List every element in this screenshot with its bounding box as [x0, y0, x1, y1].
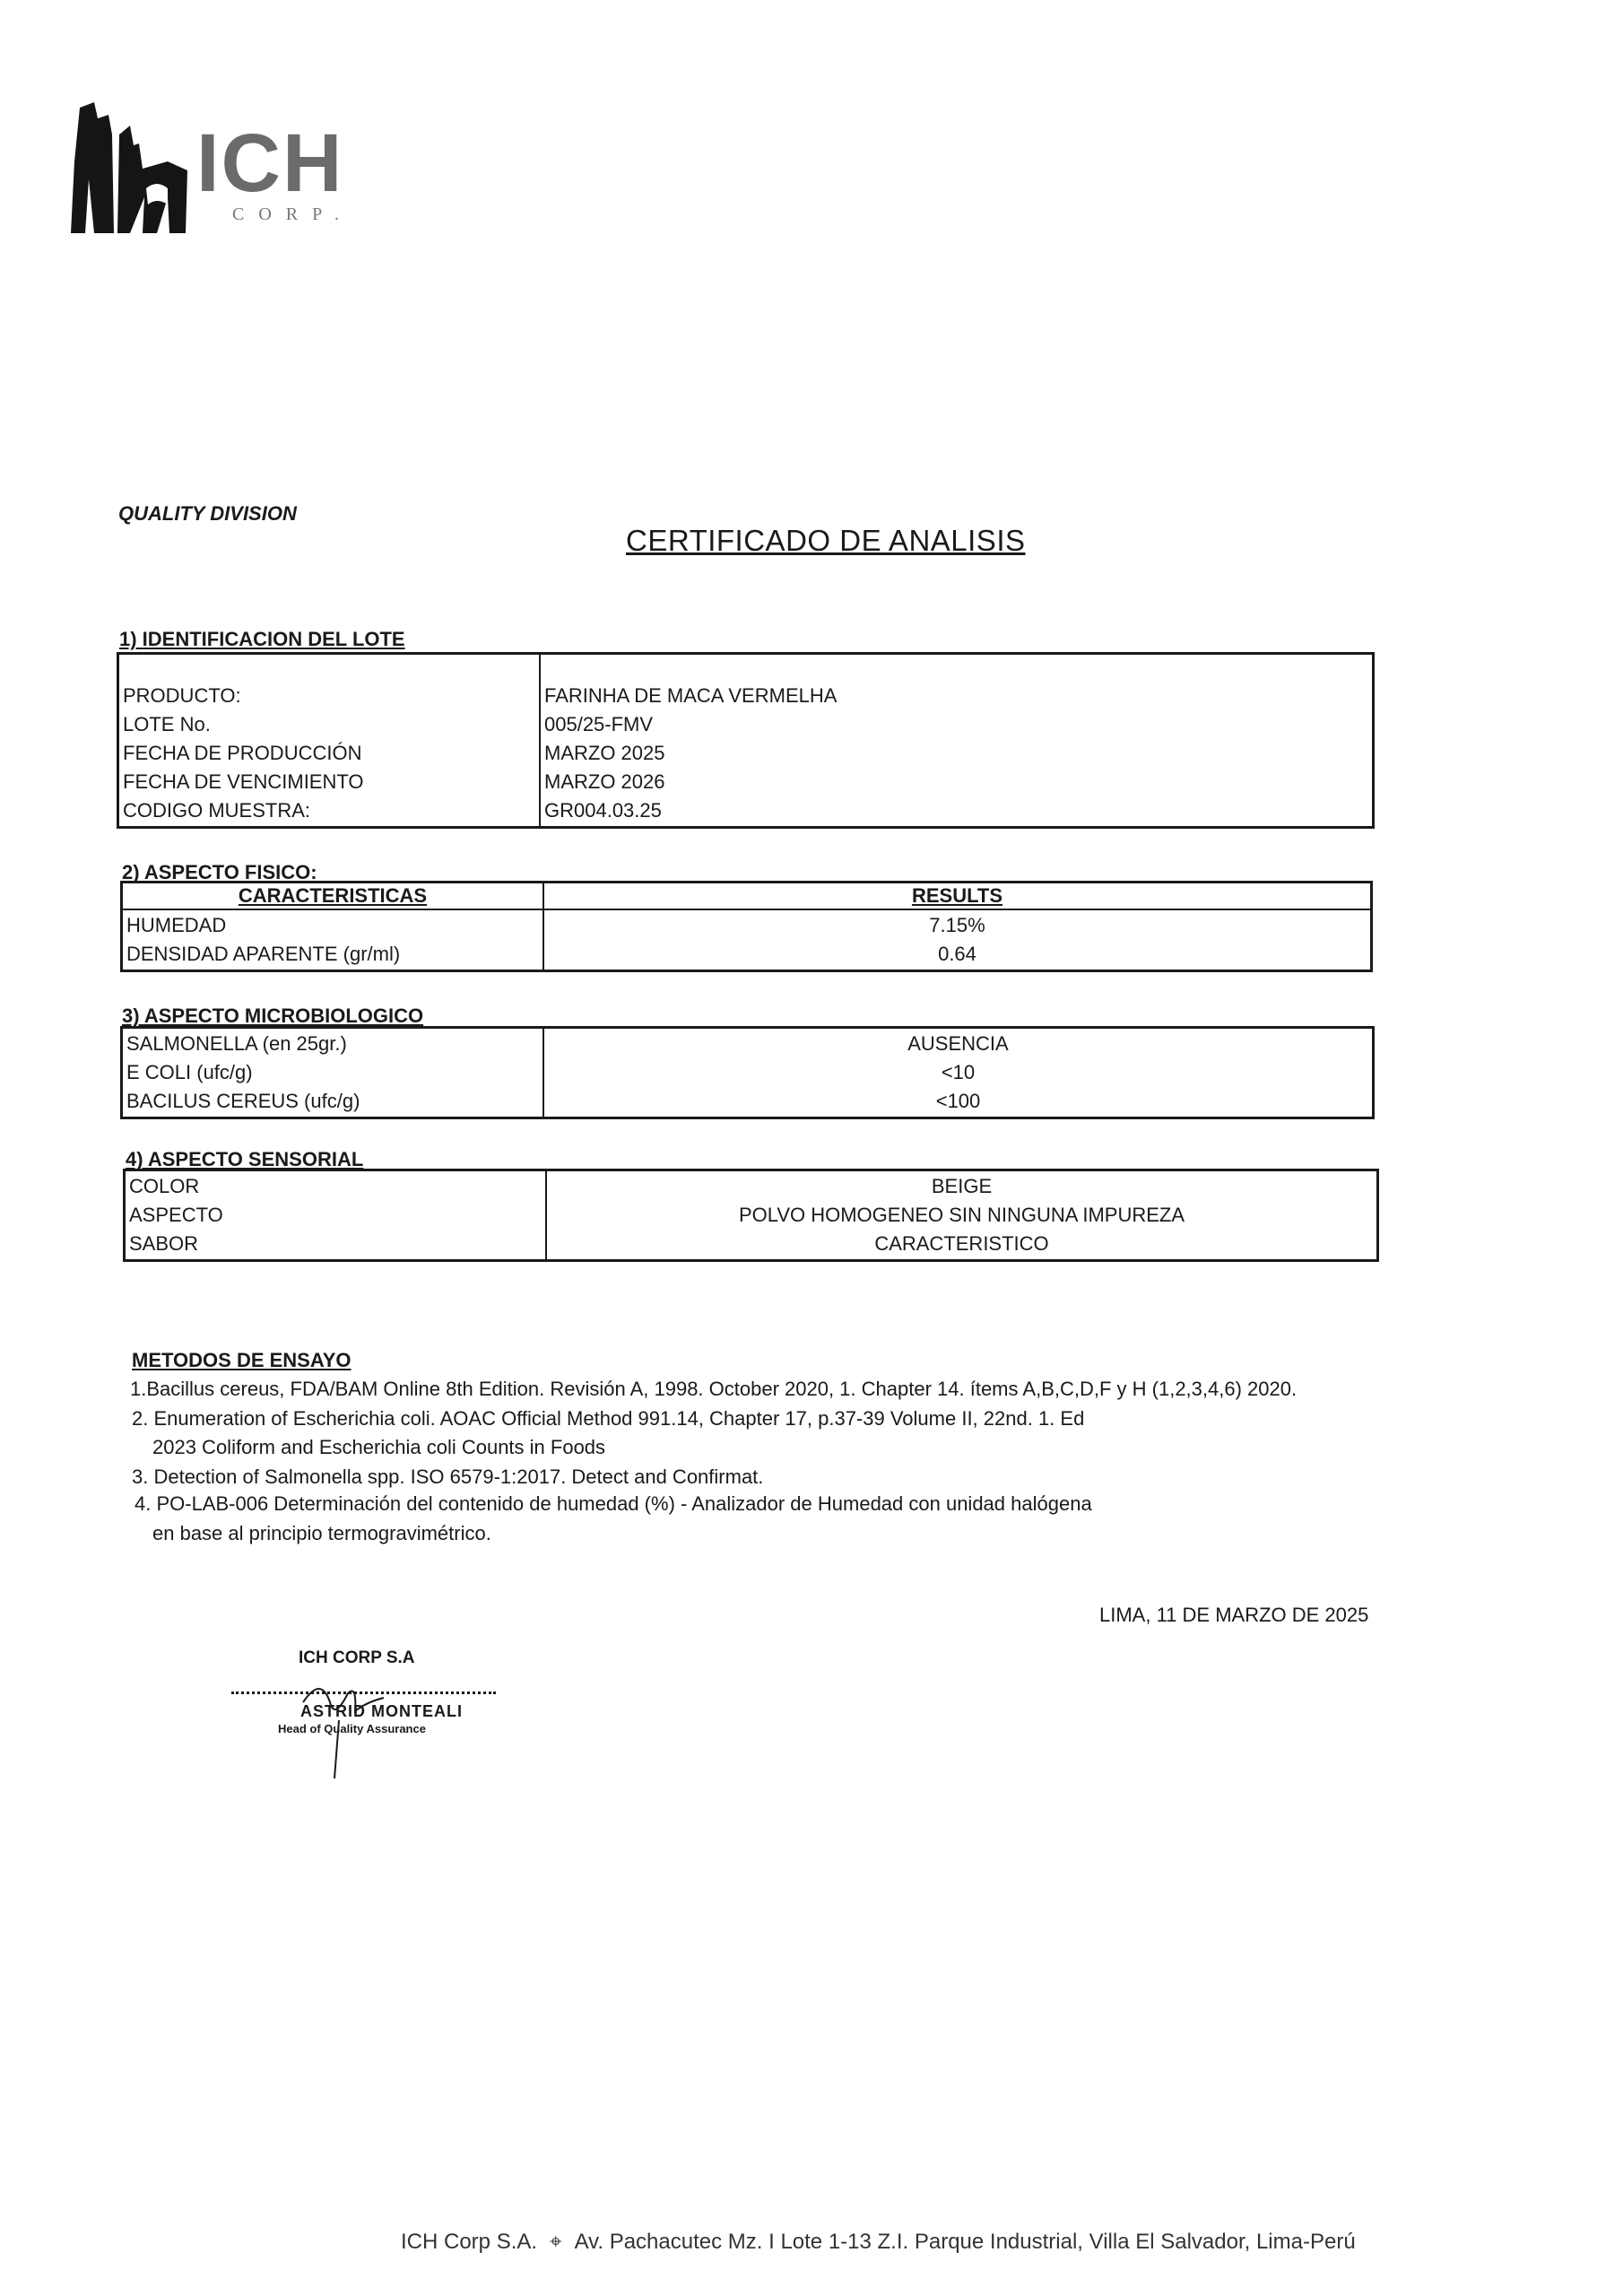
physical-label: HUMEDAD: [126, 914, 227, 936]
column-header-characteristics: CARACTERISTICAS: [122, 883, 544, 910]
sensory-labels-cell: [125, 1170, 547, 1261]
lot-label: FECHA DE VENCIMIENTO: [123, 770, 364, 793]
signature-stamp: [231, 1648, 518, 1774]
place-date: LIMA, 11 DE MARZO DE 2025: [1099, 1604, 1369, 1626]
sensory-label: COLOR: [129, 1175, 200, 1197]
section2-title: 2) ASPECTO FISICO:: [122, 861, 317, 883]
micro-label: SALMONELLA (en 25gr.): [126, 1032, 347, 1055]
micro-value: <100: [935, 1090, 981, 1112]
alpaca-logo-icon: [67, 99, 193, 233]
lot-value: MARZO 2025: [544, 742, 665, 764]
lot-identification-table: [117, 652, 1375, 829]
sensory-label: SABOR: [129, 1232, 199, 1255]
micro-values-cell: [543, 1028, 1374, 1118]
lot-values-cell: [540, 654, 1374, 828]
logo-text: ICH: [196, 117, 344, 209]
lot-label: CODIGO MUESTRA:: [123, 799, 311, 822]
location-pin-icon: ⌖: [550, 2230, 562, 2254]
lot-label: LOTE No.: [123, 713, 211, 735]
section4-title: 4) ASPECTO SENSORIAL: [126, 1148, 364, 1170]
sensory-label: ASPECTO: [129, 1204, 223, 1226]
lot-label: PRODUCTO:: [123, 684, 241, 707]
signatory-name: ASTRID MONTEALI: [300, 1702, 463, 1720]
sensory-value: CARACTERISTICO: [874, 1232, 1049, 1255]
micro-value: <10: [941, 1061, 976, 1083]
physical-value: 0.64: [938, 943, 976, 965]
micro-label: BACILUS CEREUS (ufc/g): [126, 1090, 360, 1112]
method-line: 2023 Coliform and Escherichia coli Counts in Foods: [152, 1436, 606, 1458]
micro-labels-cell: [122, 1028, 544, 1118]
footer-address: Av. Pachacutec Mz. I Lote 1-13 Z.I. Parque Industrial, Villa El Salvador, Lima-Perú: [574, 2230, 1356, 2254]
signatory-role: Head of Quality Assurance: [278, 1722, 426, 1735]
methods-title: METODOS DE ENSAYO: [132, 1349, 352, 1371]
sensory-value: POLVO HOMOGENEO SIN NINGUNA IMPUREZA: [738, 1204, 1185, 1226]
method-line: en base al principio termogravimétrico.: [152, 1522, 491, 1544]
lot-value: FARINHA DE MACA VERMELHA: [544, 684, 838, 707]
column-header-results: RESULTS: [543, 883, 1372, 910]
method-line: 4. PO-LAB-006 Determinación del contenido de humedad (%) - Analizador de Humedad con unidad halógena: [135, 1492, 1092, 1515]
stamp-company: ICH CORP S.A: [299, 1648, 415, 1667]
company-logo: [67, 99, 363, 242]
lot-value: 005/25-FMV: [544, 713, 654, 735]
footer: [401, 2230, 1356, 2255]
section1-title: 1) IDENTIFICACION DEL LOTE: [119, 628, 405, 650]
micro-value: AUSENCIA: [907, 1032, 1009, 1055]
lot-labels-cell: [118, 654, 541, 828]
method-line: 1.Bacillus cereus, FDA/BAM Online 8th Edition. Revisión A, 1998. October 2020, 1. Chapter 14. ítems A,B,C,D,F y H (1,2,3,4,6) 2020.: [130, 1378, 1298, 1400]
sensory-table: [123, 1169, 1379, 1262]
sensory-values-cell: [546, 1170, 1378, 1261]
lot-value: MARZO 2026: [544, 770, 665, 793]
lot-label: FECHA DE PRODUCCIÓN: [123, 742, 362, 764]
physical-label: DENSIDAD APARENTE (gr/ml): [126, 943, 401, 965]
page-title: CERTIFICADO DE ANALISIS: [626, 524, 1026, 557]
lot-value: GR004.03.25: [544, 799, 662, 822]
section3-title: 3) ASPECTO MICROBIOLOGICO: [122, 1004, 424, 1027]
footer-company: ICH Corp S.A.: [401, 2230, 538, 2254]
method-line: 3. Detection of Salmonella spp. ISO 6579-1:2017. Detect and Confirmat.: [132, 1465, 764, 1488]
row-value: [543, 909, 1372, 971]
logo-subtext: CORP.: [232, 204, 354, 224]
microbiological-table: [120, 1026, 1375, 1119]
signature-line: [231, 1692, 496, 1694]
row-label: [122, 909, 544, 971]
physical-aspect-table: [120, 881, 1373, 972]
quality-division-label: QUALITY DIVISION: [118, 502, 297, 525]
sensory-value: BEIGE: [931, 1175, 993, 1197]
method-line: 2. Enumeration of Escherichia coli. AOAC Official Method 991.14, Chapter 17, p.37-39 Volume II, 22nd. 1. Ed: [132, 1407, 1085, 1430]
physical-value: 7.15%: [929, 914, 985, 936]
micro-label: E COLI (ufc/g): [126, 1061, 253, 1083]
